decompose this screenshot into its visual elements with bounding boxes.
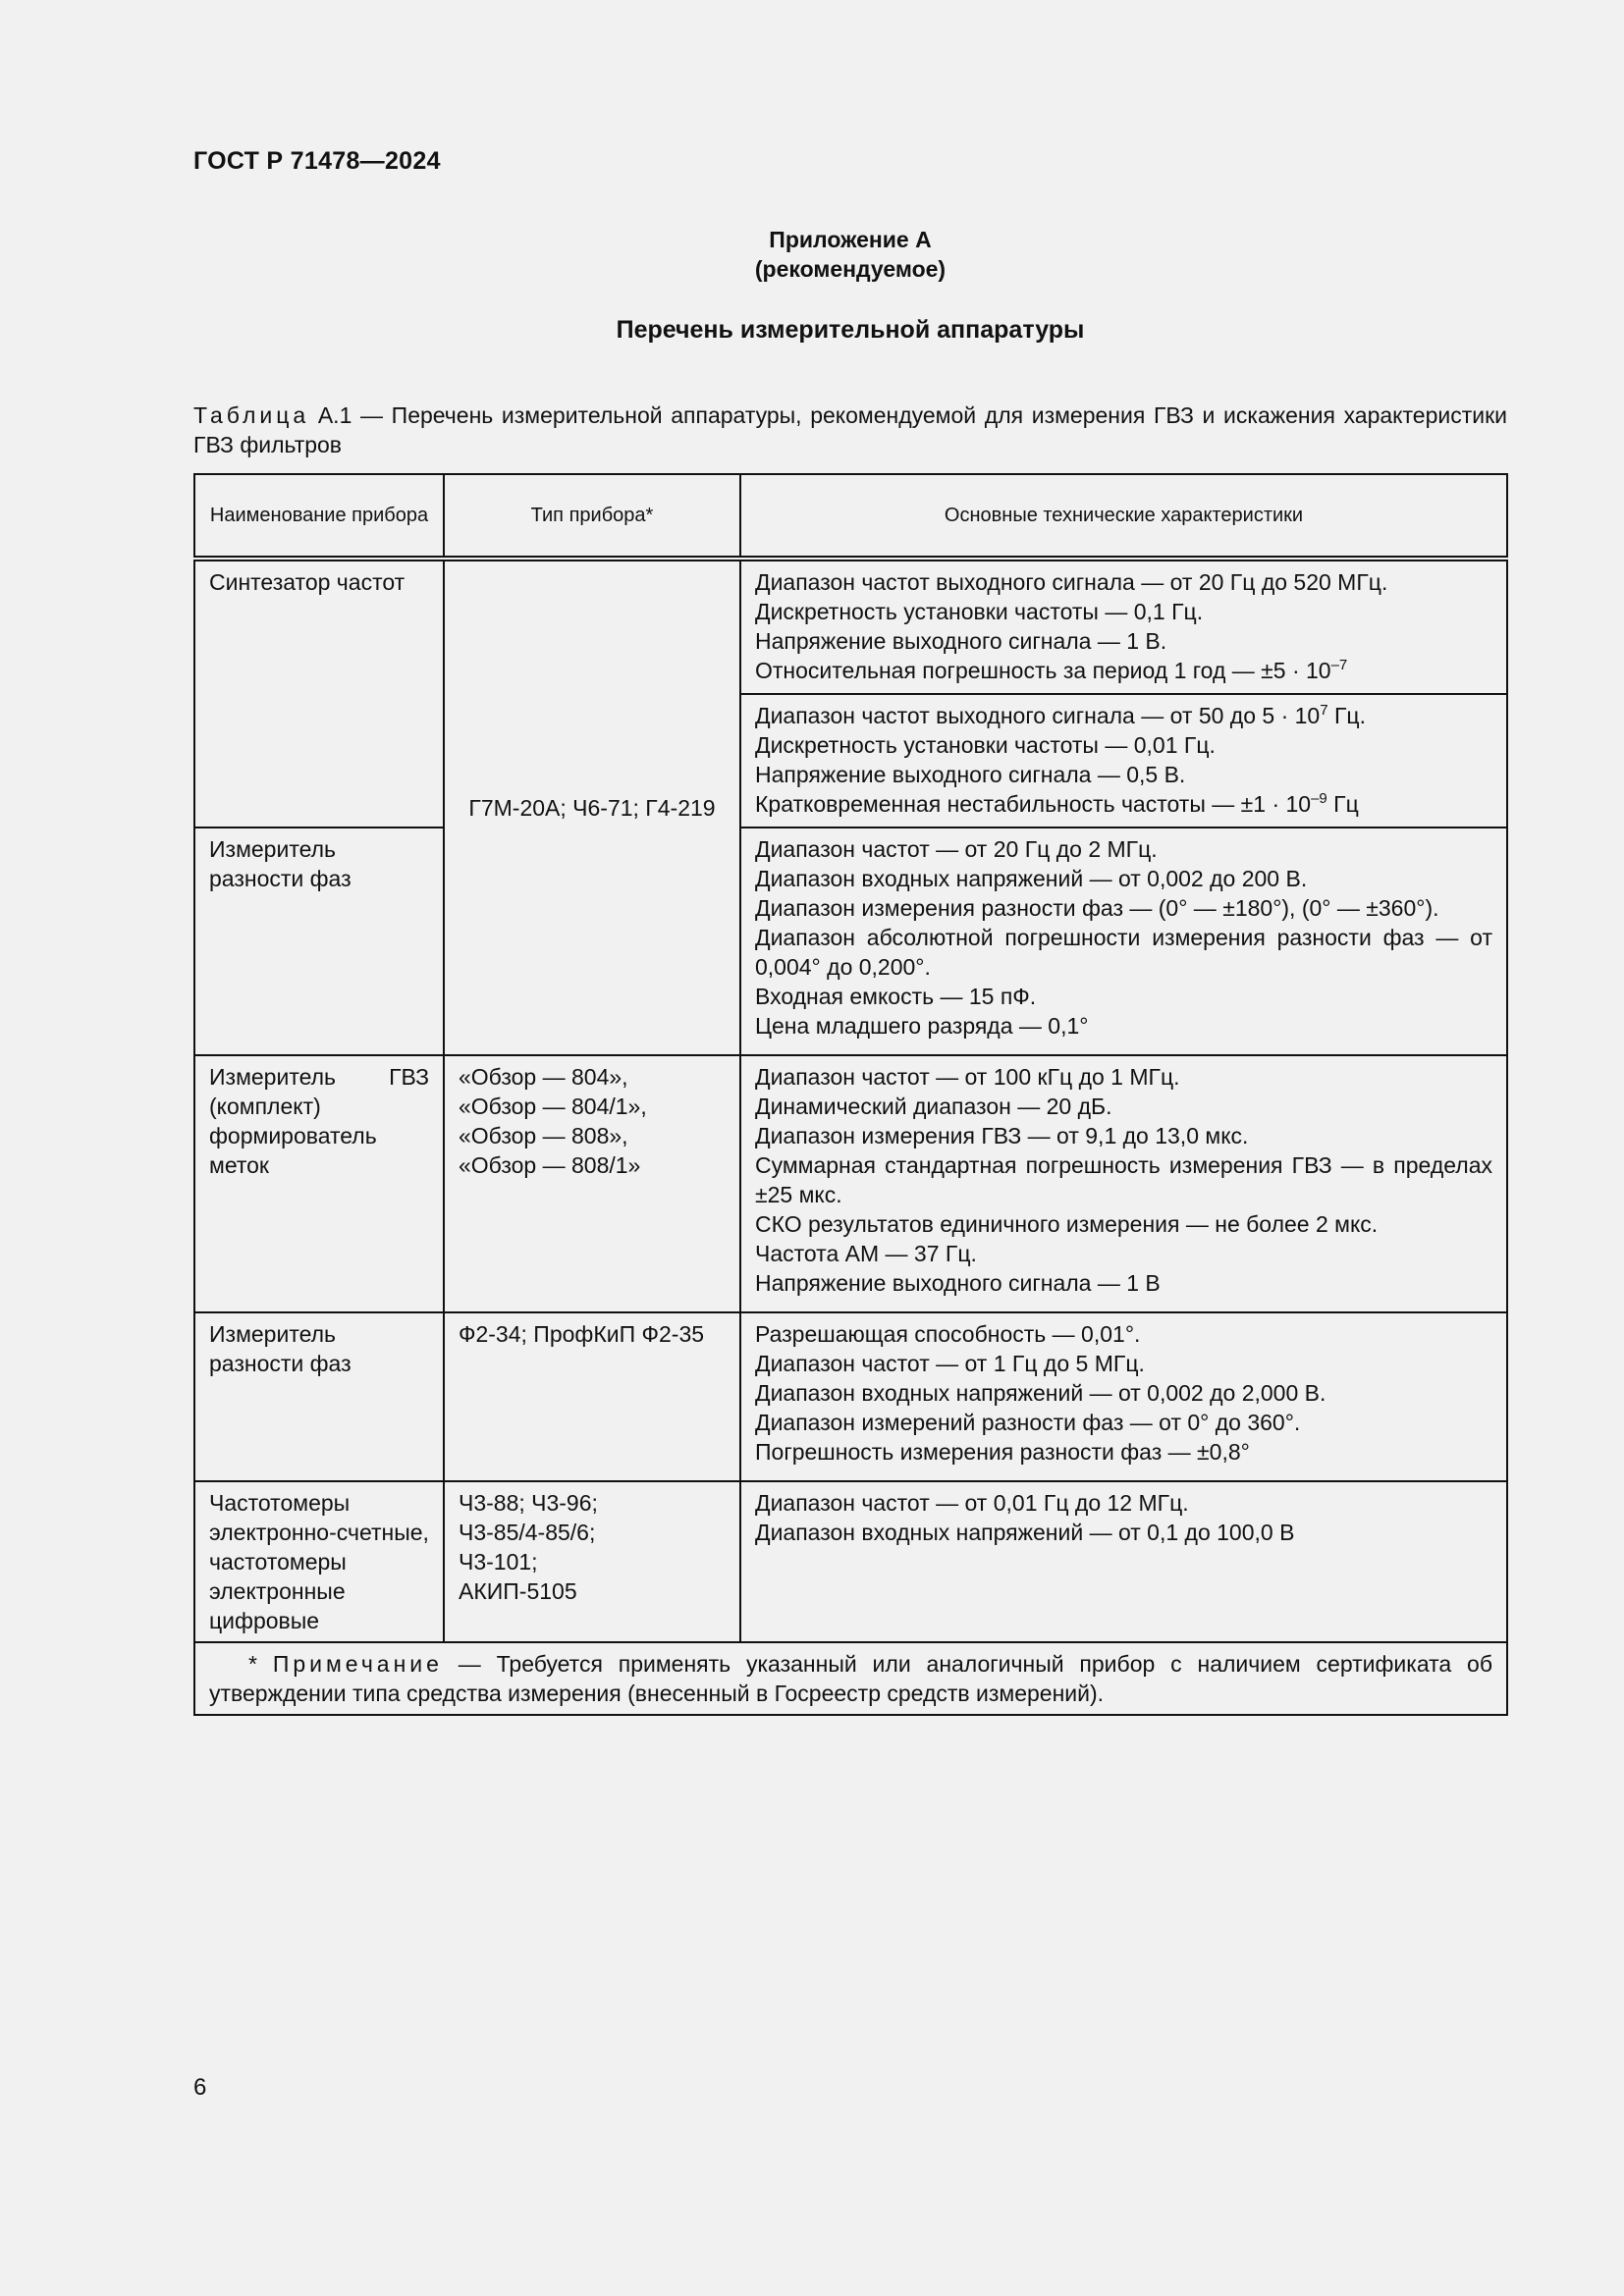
header-name: Наименование прибора: [194, 474, 444, 559]
spec-line: Дискретность установки частоты — 0,01 Гц.: [755, 732, 1216, 758]
spec-line: Диапазон входных напряжений — от 0,002 до 200 В.: [755, 866, 1308, 891]
table-caption: [193, 400, 1507, 459]
header-specs: Основные технические характеристики: [740, 474, 1507, 559]
row1-name: Синтезатор частот: [194, 559, 444, 828]
row3-name: Измеритель ГВЗ (комплект) формирователь меток: [194, 1055, 444, 1312]
spec-line: Погрешность измерения разности фаз — ±0,8°: [755, 1439, 1250, 1465]
header-type: Тип прибора*: [444, 474, 740, 559]
note-text: — Требуется применять указанный или аналогичный прибор с наличием сертификата об утверждении типа средства измерения (внесенный в Госреестр средств измерений).: [209, 1651, 1493, 1706]
table-row: [194, 1312, 1507, 1481]
table-row: [194, 1481, 1507, 1642]
type-line: «Обзор — 808/1»: [459, 1152, 641, 1178]
type-line: «Обзор — 808»,: [459, 1123, 628, 1148]
spec-line: Цена младшего разряда — 0,1°: [755, 1013, 1089, 1039]
row2-specs: [740, 828, 1507, 1055]
table-note-row: [194, 1642, 1507, 1715]
spec-line: Диапазон частот — от 0,01 Гц до 12 МГц.: [755, 1490, 1189, 1516]
row4-type: Ф2-34; ПрофКиП Ф2-35: [444, 1312, 740, 1481]
spec-line: Кратковременная нестабильность частоты — $\pm 1 \cdot 10^{-9}$ Гц: [755, 790, 1359, 817]
spec-line: СКО результатов единичного измерения — не более 2 мкс.: [755, 1211, 1379, 1237]
spec-line: Диапазон частот — от 100 кГц до 1 МГц.: [755, 1064, 1180, 1090]
row1-specs-a: [740, 559, 1507, 694]
spec-line: Разрешающая способность — 0,01°.: [755, 1321, 1141, 1347]
appendix-label: Приложение А: [769, 227, 932, 252]
table-row: [194, 1055, 1507, 1312]
type-line: Ч3-85/4-85/6;: [459, 1520, 596, 1545]
spec-line: Диапазон входных напряжений — от 0,1 до 100,0 В: [755, 1520, 1295, 1545]
spec-line: Динамический диапазон — 20 дБ.: [755, 1094, 1112, 1119]
table-header-row: [194, 474, 1507, 559]
appendix-title: Перечень измерительной аппаратуры: [616, 316, 1085, 344]
table-caption-text: А.1 — Перечень измерительной аппаратуры, рекомендуемой для измерения ГВЗ и искажения характеристики ГВЗ фильтров: [193, 402, 1508, 457]
spec-line: Входная емкость — 15 пФ.: [755, 984, 1037, 1009]
appendix-status: (рекомендуемое): [754, 256, 947, 282]
page-number: 6: [193, 2074, 207, 2101]
spec-line: Диапазон частот выходного сигнала — от 20 Гц до 520 МГц.: [755, 569, 1388, 595]
note-label: Примечание: [272, 1651, 443, 1677]
type-line: Ч3-101;: [459, 1549, 538, 1575]
spec-line: Напряжение выходного сигнала — 1 В: [755, 1270, 1161, 1296]
type-line: «Обзор — 804/1»,: [459, 1094, 647, 1119]
type-line: АКИП-5105: [459, 1578, 577, 1604]
row5-type: [444, 1481, 740, 1642]
row1-type: Г7М-20А; Ч6-71; Г4-219: [444, 559, 740, 1055]
spec-line: Частота АМ — 37 Гц.: [755, 1241, 977, 1266]
spec-line: Диапазон частот — от 1 Гц до 5 МГц.: [755, 1351, 1145, 1376]
row5-name: Частотомеры электронно-счетные, частотомеры электронные цифровые: [194, 1481, 444, 1642]
spec-line: Дискретность установки частоты — 0,1 Гц.: [755, 599, 1204, 624]
note-star: *: [248, 1651, 257, 1677]
row2-name: Измеритель разности фаз: [194, 828, 444, 1055]
spec-line: Суммарная стандартная погрешность измерения ГВЗ — в пределах ±25 мкс.: [755, 1152, 1492, 1207]
type-line: Ч3-88; Ч3-96;: [459, 1490, 598, 1516]
type-line: «Обзор — 804»,: [459, 1064, 628, 1090]
spec-line: Диапазон измерений разности фаз — от 0° до 360°.: [755, 1410, 1301, 1435]
spec-line: Диапазон измерения ГВЗ — от 9,1 до 13,0 мкс.: [755, 1123, 1249, 1148]
table-row: [194, 559, 1507, 694]
row3-specs: [740, 1055, 1507, 1312]
spec-line: Диапазон частот выходного сигнала — от 50 до $5 \cdot 10^7$ Гц.: [755, 702, 1366, 728]
spec-line: Диапазон частот — от 20 Гц до 2 МГц.: [755, 836, 1158, 862]
spec-line: Относительная погрешность за период 1 год — $\pm 5 \cdot 10^{-7}$: [755, 657, 1348, 683]
spec-line: Диапазон измерения разности фаз — (0° — ±180°), (0° — ±360°).: [755, 895, 1439, 921]
table-caption-prefix: Таблица: [193, 402, 310, 428]
row3-type: [444, 1055, 740, 1312]
row4-name: Измеритель разности фаз: [194, 1312, 444, 1481]
row5-specs: [740, 1481, 1507, 1642]
spec-line: Напряжение выходного сигнала — 1 В.: [755, 628, 1167, 654]
row4-specs: [740, 1312, 1507, 1481]
document-code: ГОСТ Р 71478—2024: [193, 147, 441, 175]
appendix-heading: [193, 225, 1507, 284]
spec-line: Напряжение выходного сигнала — 0,5 В.: [755, 762, 1186, 787]
spec-line: Диапазон абсолютной погрешности измерения разности фаз — от 0,004° до 0,200°.: [755, 925, 1492, 980]
row1-specs-b: [740, 694, 1507, 828]
spec-line: Диапазон входных напряжений — от 0,002 до 2,000 В.: [755, 1380, 1326, 1406]
table-row: [194, 828, 1507, 1055]
equipment-table: [193, 473, 1508, 1716]
table-note: [194, 1642, 1507, 1715]
